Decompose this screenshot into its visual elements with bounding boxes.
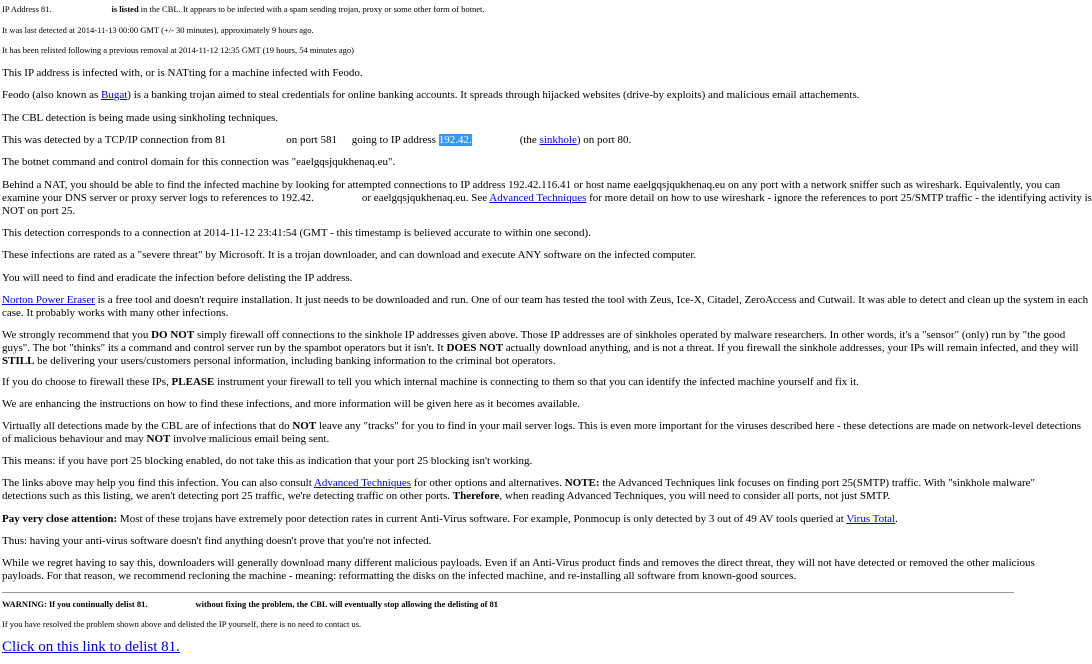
regret-line-2: payloads. For that reason, we recommend recloning the machine - meaning: reformatting the disks on the infected machine, and re-installing all software from known-good sources. (2, 570, 797, 582)
attention-note: Pay very close attention: Most of these trojans have extremely poor detection rates in current Anti-Virus software. For example, Ponmocup is only detected by 3 out of 49 AV tools queried at Virus Total. (2, 513, 898, 525)
infection-summary: This IP address is infected with, or is NATting for a machine infected with Feodo. (2, 67, 363, 79)
advanced-techniques-link-2[interactable]: Advanced Techniques (313, 477, 412, 489)
recommend-line-3: STILL be delivering your users/customers personal information, including banking information to the criminal bot operators. (2, 355, 556, 367)
norton-power-eraser-link[interactable]: Norton Power Eraser (2, 294, 95, 306)
delist-link-row (2, 638, 1018, 656)
regret-line-1: While we regret having to say this, downloaders will generally download many different malicious payloads. Even if an Anti-Virus product finds and removes the direct threat, they will not have detected or removed the other malicious (2, 557, 1035, 569)
listing-status: IP Address 81. is listed in the CBL. It appears to be infected with a spam sending trojan, proxy or some other form of botnet. (2, 4, 485, 14)
relisted-note: It has been relisted following a previous removal at 2014-11-12 12:35 GMT (19 hours, 54 minutes ago) (2, 45, 354, 55)
recommend-line-1: We strongly recommend that you DO NOT simply firewall off connections to the sinkhole IP addresses given above. Those IP addresses are of sinkholes operated by malware researchers. In other words, it's a "sensor" (only) run by "the good (2, 329, 1066, 341)
virus-total-link[interactable]: Virus Total (846, 513, 896, 525)
virtually-line-2: of malicious behaviour and may NOT involve malicious email being sent. (2, 433, 330, 445)
delist-link[interactable]: Click on this link to delist 81. (2, 639, 180, 655)
virtually-line-1: Virtually all detections made by the CBL are of infections that do NOT leave any "tracks" for you to find in your mail server logs. This is even more important for the viruses described here - these detections are made on network-level detections (2, 420, 1081, 432)
norton-line-2: case. It probably works with many other infections. (2, 307, 229, 319)
links-line-2: detections such as this listing, we aren't detecting port 25 traffic, we're detecting traffic on other ports. Therefore, when reading Advanced Techniques, you will need to consider all ports, not just SMTP. (2, 490, 891, 502)
highlighted-ip: 192.42. (438, 134, 472, 146)
advanced-techniques-link[interactable]: Advanced Techniques (489, 192, 587, 204)
port25-note: This means: if you have port 25 blocking enabled, do not take this as indication that your port 25 blocking isn't working. (2, 455, 533, 467)
last-detected: It was last detected at 2014-11-13 00:00 GMT (+/- 30 minutes), approximately 9 hours ago. (2, 25, 314, 35)
norton-line-1: Norton Power Eraser is a free tool and doesn't require installation. It just needs to be downloaded and run. One of our team has tested the tool with Zeus, Ice-X, Citadel, ZeroAccess and Cutwail. It was able to detect and clean up the system in each (2, 294, 1089, 306)
resolved-note: If you have resolved the problem shown above and delisted the IP yourself, there is no need to contact us. (2, 619, 362, 629)
detection-connection: This was detected by a TCP/IP connection from 81 on port 581 going to IP address 192.42. (the sinkhole) on port 80. (2, 134, 632, 146)
recommend-line-2: guys". The bot "thinks" its a command and control server run by the spambot operators but it isn't. It DOES NOT actually download anything, and is not a threat. If you firewall the sinkhole addresses, your IPs will remain infected, and they will (2, 342, 1079, 354)
connection-timestamp: This detection corresponds to a connection at 2014-11-12 23:41:54 (GMT - this timestamp is believed accurate to within one second). (2, 227, 591, 239)
nat-line-3: NOT on port 25. (2, 205, 76, 217)
nat-line-2: examine your DNS server or proxy server logs to references to 192.42. or eaelgqsjqukhenaq.eu. See Advanced Techniques for more detail on how to use wireshark - ignore the references to port 25/SMTP traffic - the identifying activity is (2, 192, 1092, 204)
nat-line-1: Behind a NAT, you should be able to find the infected machine by looking for attempted connections to IP address 192.42.116.41 or host name eaelgqsjqukhenaq.eu on any port with a network sniffer such as wireshark. Equivalently, you can (2, 179, 1061, 191)
sinkhole-link[interactable]: sinkhole (539, 134, 577, 146)
delist-warning: WARNING: If you continually delist 81. without fixing the problem, the CBL will eventually stop allowing the delisting of 81 (2, 599, 499, 609)
sinkholing-note: The CBL detection is being made using sinkholing techniques. (2, 112, 279, 124)
enhancing-note: We are enhancing the instructions on how to find these infections, and more information will be given here as it becomes available. (2, 398, 580, 410)
antivirus-note: Thus: having your anti-virus software doesn't find anything doesn't prove that you're not infected. (2, 535, 432, 547)
divider (2, 592, 1014, 593)
firewall-note: If you do choose to firewall these IPs, PLEASE instrument your firewall to tell you which internal machine is connecting to them so that you can identify the infected machine yourself and fix it. (2, 376, 859, 388)
eradicate-note: You will need to find and eradicate the infection before delisting the IP address. (2, 272, 353, 284)
links-line-1: The links above may help you find this infection. You can also consult Advanced Techniques for other options and alternatives. NOTE: the Advanced Techniques link focuses on finding port 25(SMTP) traffic. With "sinkhole malware" (2, 477, 1035, 489)
c2-domain: The botnet command and control domain for this connection was "eaelgqsjqukhenaq.eu". (2, 156, 396, 168)
feodo-description: Feodo (also known as Bugat) is a banking trojan aimed to steal credentials for online banking accounts. It spreads through hijacked websites (drive-by exploits) and malicious email attachements. (2, 89, 860, 101)
severity-note: These infections are rated as a "severe threat" by Microsoft. It is a trojan downloader, and can download and execute ANY software on the infected computer. (2, 249, 697, 261)
bugat-link[interactable]: Bugat (101, 89, 128, 101)
